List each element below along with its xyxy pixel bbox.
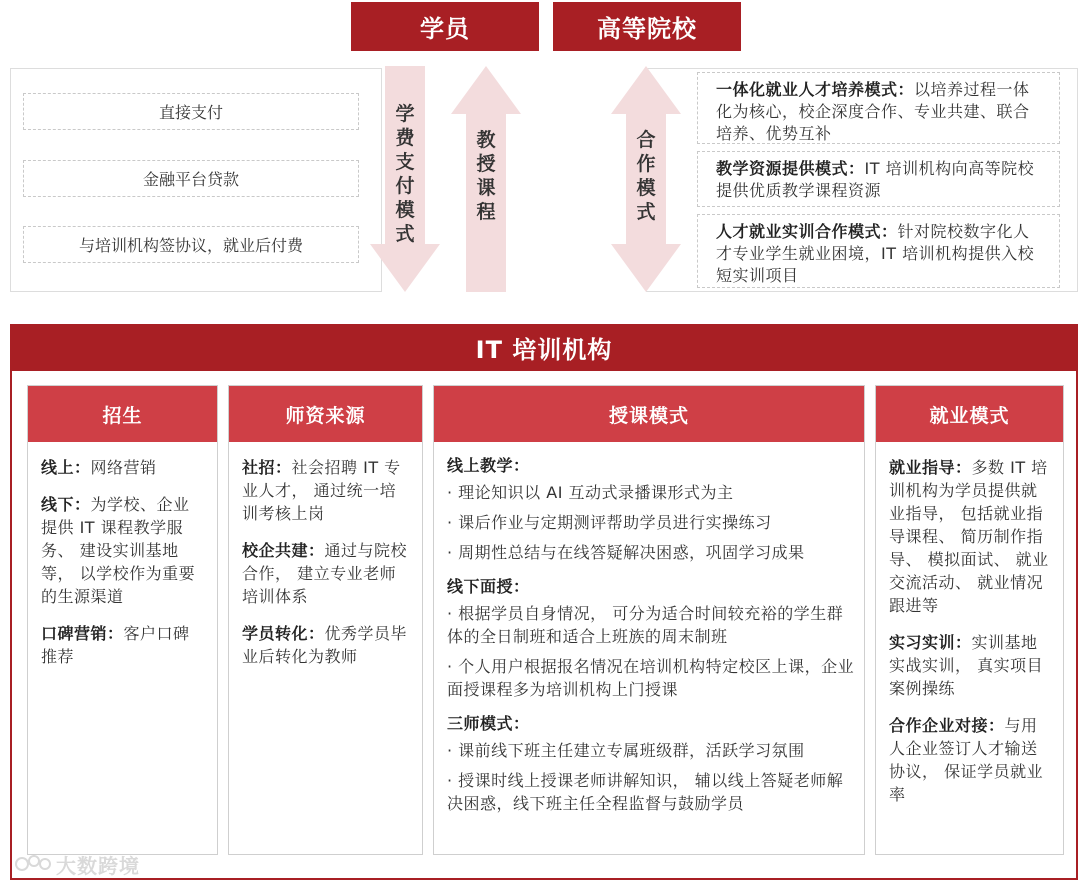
teaching-bullet: · 理论知识以 AI 互动式录播课形式为主 <box>447 483 734 502</box>
university-label: 高等院校 <box>597 15 697 43</box>
column-title: 授课模式 <box>608 404 689 427</box>
cooperation-mode-text: 针对院校数字化人才专业学生就业困境，IT 培训机构提供入校短实训项目 <box>716 222 1035 285</box>
item-label: 线下： <box>41 495 91 514</box>
teaching-section-heading: 线下面授： <box>447 577 530 596</box>
payment-option-deferred <box>23 226 359 263</box>
watermark-logo-icon <box>14 854 52 874</box>
cooperation-mode-title: 教学资源提供模式： <box>716 159 865 178</box>
teaching-bullet: · 根据学员自身情况， 可分为适合时间较充裕的学生群体的全日制班和适合上班族的周末制班 <box>447 604 844 646</box>
item-text: 客户口碑推荐 <box>41 624 190 666</box>
item-label: 社招： <box>242 458 292 477</box>
cooperation-arrow-label: 合 作 模 式 <box>636 129 656 223</box>
item-text: 为学校、企业提供 IT 课程教学服务、 建设实训基地等， 以学校作为重要的生源渠道 <box>41 495 196 606</box>
column-header <box>229 386 422 442</box>
payment-option-label: 与培训机构签协议，就业后付费 <box>78 236 303 255</box>
it-training-title: IT 培训机构 <box>475 336 613 364</box>
faculty-item <box>242 456 410 525</box>
watermark-text: 大数跨境 <box>56 853 140 878</box>
payment-option-label: 直接支付 <box>158 103 223 122</box>
column-header <box>434 386 864 442</box>
cooperation-arrow <box>611 66 681 292</box>
item-text: 与用人企业签订人才输送协议， 保证学员就业率 <box>889 716 1044 804</box>
item-text: 网络营销 <box>90 458 157 477</box>
item-label: 实习实训： <box>889 633 972 652</box>
column-body <box>434 442 864 822</box>
item-label: 口碑营销： <box>41 624 124 643</box>
teaching-section-heading: 三师模式： <box>447 714 530 733</box>
cooperation-mode-resources <box>697 151 1060 207</box>
column-teaching <box>433 385 865 855</box>
teaching-bullet: · 周期性总结与在线答疑解决困惑，巩固学习成果 <box>447 543 805 562</box>
student-label: 学员 <box>420 15 470 43</box>
payment-option-direct <box>23 93 359 130</box>
payment-option-label: 金融平台贷款 <box>142 170 239 189</box>
recruitment-item <box>41 493 205 608</box>
item-label: 线上： <box>41 458 91 477</box>
teaching-arrow <box>451 66 521 292</box>
employment-item <box>889 631 1051 700</box>
cooperation-mode-text: 以培养过程一体化为核心，校企深度合作、专业共建、联合培养、优势互补 <box>716 80 1030 143</box>
column-body <box>876 442 1063 820</box>
column-title: 就业模式 <box>929 404 1010 427</box>
university-box <box>553 2 741 51</box>
item-label: 校企共建： <box>242 541 325 560</box>
column-recruitment <box>27 385 218 855</box>
teaching-section-heading: 线上教学： <box>447 456 530 475</box>
column-header <box>28 386 217 442</box>
item-label: 就业指导： <box>889 458 972 477</box>
column-body <box>28 442 217 682</box>
faculty-item <box>242 622 410 668</box>
teaching-bullet: · 课后作业与定期测评帮助学员进行实操练习 <box>447 513 772 532</box>
teaching-bullet: · 个人用户根据报名情况在培训机构特定校区上课，企业面授课程多为培训机构上门授课 <box>447 657 855 699</box>
cooperation-mode-internship <box>697 214 1060 288</box>
item-text: 社会招聘 IT 专业人才， 通过统一培训考核上岗 <box>242 458 401 523</box>
teaching-bullet: · 授课时线上授课老师讲解知识， 辅以线上答疑老师解决困惑，线下班主任全程监督与鼓励学员 <box>447 771 844 813</box>
teaching-bullet: · 课前线下班主任建立专属班级群，活跃学习氛围 <box>447 741 805 760</box>
tuition-arrow-label: 学 费 支 付 模 式 <box>395 103 415 245</box>
column-employment <box>875 385 1064 855</box>
tuition-arrow <box>370 66 440 292</box>
cooperation-mode-integrated <box>697 72 1060 144</box>
item-label: 学员转化： <box>242 624 325 643</box>
item-label: 合作企业对接： <box>889 716 1005 735</box>
recruitment-item <box>41 456 205 479</box>
column-body <box>229 442 422 682</box>
faculty-item <box>242 539 410 608</box>
teaching-arrow-label: 教 授 课 程 <box>476 129 496 223</box>
watermark <box>14 850 140 878</box>
column-header <box>876 386 1063 442</box>
item-text: 通过与院校合作， 建立专业老师培训体系 <box>242 541 408 606</box>
item-text: 多数 IT 培训机构为学员提供就业指导， 包括就业指导课程、 简历制作指导、 模拟面试、 就业交流活动、 就业情况跟进等 <box>889 458 1049 615</box>
student-box <box>351 2 539 51</box>
employment-item <box>889 714 1051 806</box>
payment-option-loan <box>23 160 359 197</box>
column-faculty <box>228 385 423 855</box>
employment-item <box>889 456 1051 617</box>
column-title: 师资来源 <box>285 404 366 427</box>
recruitment-item <box>41 622 205 668</box>
cooperation-mode-text: IT 培训机构向高等院校提供优质教学课程资源 <box>716 159 1035 200</box>
item-text: 实训基地实战实训， 真实项目案例操练 <box>889 633 1044 698</box>
it-training-header <box>10 324 1078 371</box>
item-text: 优秀学员毕业后转化为教师 <box>242 624 408 666</box>
column-title: 招生 <box>102 404 143 427</box>
cooperation-mode-title: 一体化就业人才培养模式： <box>716 80 915 99</box>
cooperation-mode-title: 人才就业实训合作模式： <box>716 222 898 241</box>
